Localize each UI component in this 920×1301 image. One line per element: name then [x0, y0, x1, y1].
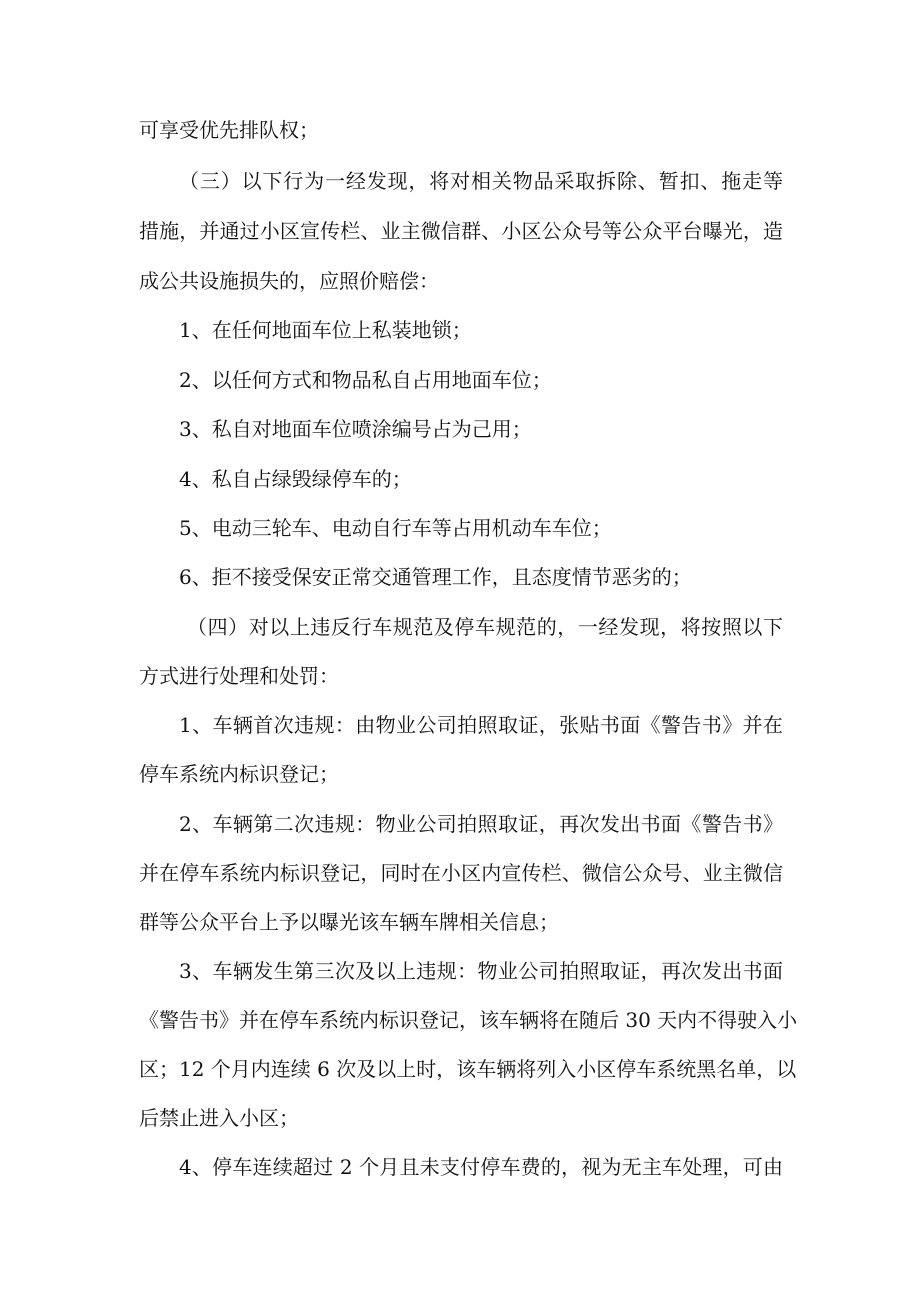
text-line: 2、以任何方式和物品私自占用地面车位；: [179, 368, 552, 392]
text-line: 《警告书》并在停车系统内标识登记，该车辆将在随后 30 天内不得驶入小: [139, 1008, 798, 1032]
text-line: 区；12 个月内连续 6 次及以上时，该车辆将列入小区停车系统黑名单，以: [139, 1057, 797, 1081]
text-line: 4、停车连续超过 2 个月且未支付停车费的，视为无主车处理，可由: [179, 1155, 783, 1179]
text-line: 4、私自占绿毁绿停车的；: [179, 467, 412, 491]
text-line: 并在停车系统内标识登记，同时在小区内宣传栏、微信公众号、业主微信: [139, 861, 783, 885]
text-line: 1、车辆首次违规：由物业公司拍照取证，张贴书面《警告书》并在: [179, 713, 783, 737]
text-line: 停车系统内标识登记；: [139, 762, 339, 786]
text-line: 可享受优先排队权；: [139, 118, 319, 142]
text-line: 群等公众平台上予以曝光该车辆车牌相关信息；: [139, 910, 559, 934]
text-line: 6、拒不接受保安正常交通管理工作，且态度情节恶劣的；: [179, 565, 692, 589]
text-line: 后禁止进入小区；: [139, 1106, 299, 1130]
text-line: （三）以下行为一经发现，将对相关物品采取拆除、暂扣、拖走等: [179, 169, 783, 193]
text-line: 措施，并通过小区宣传栏、业主微信群、小区公众号等公众平台曝光，造: [139, 219, 783, 243]
text-line: （四）对以上违反行车规范及停车规范的，一经发现，将按照以下: [187, 615, 783, 639]
text-line: 成公共设施损失的，应照价赔偿：: [139, 269, 439, 293]
text-line: 3、车辆发生第三次及以上违规：物业公司拍照取证，再次发出书面: [179, 959, 783, 983]
text-line: 方式进行处理和处罚：: [139, 664, 339, 688]
text-line: 1、在任何地面车位上私装地锁；: [179, 318, 472, 342]
text-line: 2、车辆第二次违规：物业公司拍照取证，再次发出书面《警告书》: [179, 812, 783, 836]
text-line: 3、私自对地面车位喷涂编号占为己用；: [179, 417, 532, 441]
text-line: 5、电动三轮车、电动自行车等占用机动车车位；: [179, 516, 612, 540]
